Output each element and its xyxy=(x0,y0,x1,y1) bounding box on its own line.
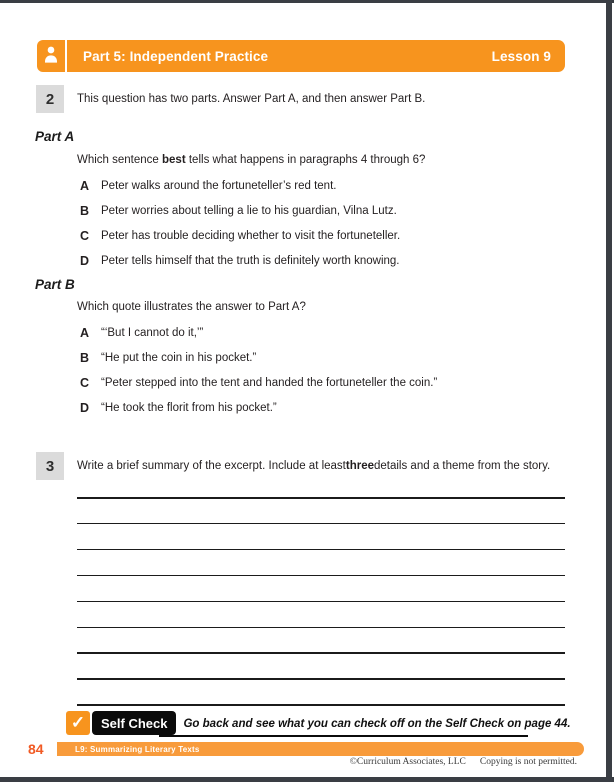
part-a-option-d[interactable] xyxy=(80,254,560,268)
part-a-question-bold: best xyxy=(162,154,186,166)
option-text: Peter has trouble deciding whether to visit the fortuneteller. xyxy=(101,230,401,242)
part-a-question-post: tells what happens in paragraphs 4 through 6? xyxy=(185,154,426,166)
self-check-underline xyxy=(159,735,528,737)
option-text: “He put the coin in his pocket.” xyxy=(101,352,257,364)
option-letter: D xyxy=(80,254,90,268)
question-3-prompt-pre: Write a brief summary of the excerpt. Include at least xyxy=(77,460,346,472)
part-b-question: Which quote illustrates the answer to Part A? xyxy=(77,301,306,313)
banner-bar xyxy=(67,40,565,72)
footer-lesson-bar xyxy=(57,742,584,756)
student-icon-box xyxy=(37,40,65,72)
option-letter: C xyxy=(80,229,90,243)
answer-line[interactable] xyxy=(77,627,565,629)
option-letter: B xyxy=(80,204,90,218)
question-2-number: 2 xyxy=(36,85,64,113)
option-letter: A xyxy=(80,179,90,193)
part-a-option-b[interactable] xyxy=(80,204,560,218)
page-edge-bottom xyxy=(0,777,614,782)
page-number: 84 xyxy=(28,741,44,757)
banner-title: Part 5: Independent Practice xyxy=(83,48,269,64)
option-text: “He took the florit from his pocket.” xyxy=(101,402,277,414)
option-letter: A xyxy=(80,326,90,340)
question-3-prompt-post: details and a theme from the story. xyxy=(374,460,551,472)
answer-line[interactable] xyxy=(77,601,565,603)
question-2-text: This question has two parts. Answer Part A, and then answer Part B. xyxy=(77,93,426,105)
page-edge-top xyxy=(0,0,614,3)
part-banner xyxy=(37,40,565,72)
option-text: “‘But I cannot do it,’” xyxy=(101,327,204,339)
option-text: Peter tells himself that the truth is definitely worth knowing. xyxy=(101,255,400,267)
answer-line[interactable] xyxy=(77,652,565,654)
self-check-checkbox xyxy=(66,711,90,735)
copyright-notice: Copying is not permitted. xyxy=(479,757,577,767)
part-b-option-a[interactable] xyxy=(80,326,560,340)
option-text: Peter worries about telling a lie to his guardian, Vilna Lutz. xyxy=(101,205,397,217)
self-check-row xyxy=(66,711,571,735)
answer-line[interactable] xyxy=(77,497,565,499)
copyright-line xyxy=(350,757,577,767)
page-edge-right xyxy=(606,0,612,782)
footer-lesson-label: L9: Summarizing Literary Texts xyxy=(75,744,200,754)
answer-line[interactable] xyxy=(77,523,565,525)
part-b-option-d[interactable] xyxy=(80,401,560,415)
part-a-option-a[interactable] xyxy=(80,179,560,193)
part-b-option-b[interactable] xyxy=(80,351,560,365)
lesson-badge: Lesson 9 xyxy=(491,48,551,64)
person-icon xyxy=(43,45,59,68)
option-text: Peter walks around the fortuneteller’s red tent. xyxy=(101,180,337,192)
copyright-owner: ©Curriculum Associates, LLC xyxy=(349,757,466,767)
checkmark-icon: ✓ xyxy=(70,713,86,732)
self-check-instruction: Go back and see what you can check off on the Self Check on page 44. xyxy=(183,717,571,730)
self-check-badge: Self Check xyxy=(92,711,176,735)
option-letter: C xyxy=(80,376,90,390)
part-a-option-c[interactable] xyxy=(80,229,560,243)
part-b-heading: Part B xyxy=(35,277,75,292)
part-a-heading: Part A xyxy=(35,129,75,144)
question-3-number: 3 xyxy=(36,452,64,480)
part-a-question xyxy=(77,154,425,166)
option-letter: B xyxy=(80,351,90,365)
option-text: “Peter stepped into the tent and handed the fortuneteller the coin.” xyxy=(101,377,438,389)
answer-lines xyxy=(77,497,565,707)
part-a-question-pre: Which sentence xyxy=(77,154,163,166)
answer-line[interactable] xyxy=(77,575,565,577)
question-3-prompt xyxy=(77,452,569,480)
question-3-prompt-bold: three xyxy=(345,460,374,472)
answer-line[interactable] xyxy=(77,704,565,706)
answer-line[interactable] xyxy=(77,678,565,680)
part-b-option-c[interactable] xyxy=(80,376,560,390)
option-letter: D xyxy=(80,401,90,415)
answer-line[interactable] xyxy=(77,549,565,551)
